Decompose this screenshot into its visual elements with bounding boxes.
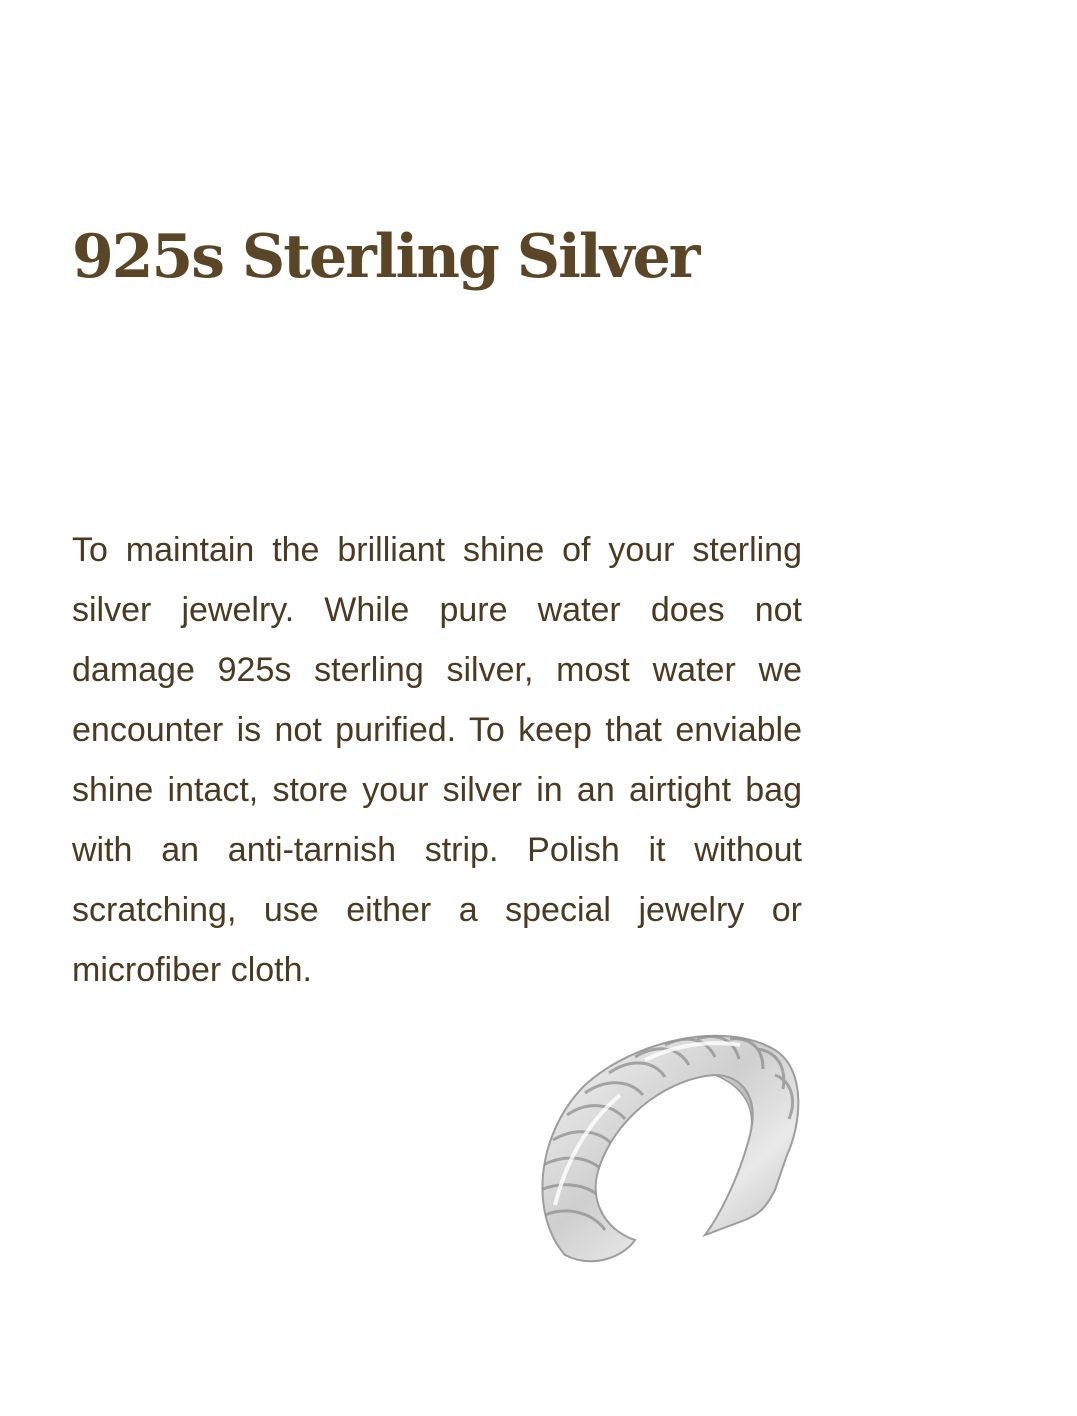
silver-ring-icon — [525, 1015, 815, 1290]
page-title: 925s Sterling Silver — [72, 222, 699, 292]
care-description: To maintain the brilliant shine of your sterling silver jewelry. While pure water does not damage 925s sterling silver, most water we encounter is not purified. To keep that enviable shine intact, store your silver in an airtight bag with an anti-tarnish strip. Polish it without scratching, use either a special jewelry or microfiber cloth. — [72, 531, 802, 989]
